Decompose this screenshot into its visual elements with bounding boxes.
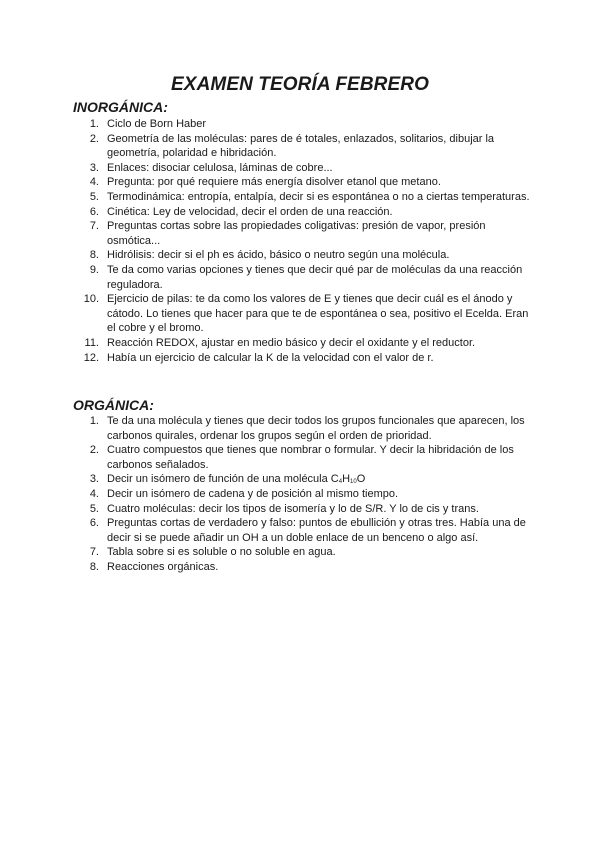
organica-list xyxy=(73,414,533,575)
item-text: Termodinámica: entropía, entalpía, decir si es espontánea o no a ciertas temperaturas. xyxy=(107,190,530,203)
list-item xyxy=(73,205,533,220)
section-heading-organica: ORGÁNICA: xyxy=(73,397,154,413)
item-text: Preguntas cortas sobre las propiedades coligativas: presión de vapor, presión osmótica... xyxy=(107,220,486,247)
formula-o: O xyxy=(356,473,366,486)
item-number: 1. xyxy=(89,415,99,427)
item-text-formula xyxy=(107,472,533,487)
item-number: 12. xyxy=(83,351,99,364)
list-item xyxy=(73,161,533,176)
item-number: 3. xyxy=(89,473,99,486)
list-item xyxy=(73,117,533,132)
section-heading-inorganica: INORGÁNICA: xyxy=(73,99,168,115)
item-text: Decir un isómero de función de una molécula C xyxy=(107,473,339,486)
item-number: 8. xyxy=(89,249,99,262)
item-number: 4. xyxy=(89,487,99,500)
list-item xyxy=(73,516,533,545)
item-number: 2. xyxy=(89,444,99,457)
formula-subscript-h: 10 xyxy=(350,479,357,486)
page-title: EXAMEN TEORÍA FEBRERO xyxy=(171,74,429,95)
item-number: 11. xyxy=(84,336,99,349)
item-number: 1. xyxy=(89,118,99,130)
item-text: Te da una molécula y tienes que decir todos los grupos funcionales que aparecen, los carbonos quirales, ordenar los grupos según el orden de prioridad. xyxy=(107,415,525,442)
list-item xyxy=(73,132,533,161)
item-text: Pregunta: por qué requiere más energía disolver etanol que metano. xyxy=(107,176,441,189)
item-number: 4. xyxy=(89,176,99,189)
item-text: Hidrólisis: decir si el ph es ácido, básico o neutro según una molécula. xyxy=(107,249,450,262)
list-item xyxy=(73,219,533,248)
item-number: 5. xyxy=(89,190,99,203)
list-item xyxy=(73,190,533,205)
item-text: Preguntas cortas de verdadero y falso: puntos de ebullición y otras tres. Había una de decir si se puede añadir un OH a un doble enlace de un benceno o algo así. xyxy=(107,517,526,544)
item-number: 9. xyxy=(89,263,99,276)
item-text: Ciclo de Born Haber xyxy=(107,118,207,130)
item-text: Cuatro moléculas: decir los tipos de isomería y lo de S/R. Y lo de cis y trans. xyxy=(107,502,479,515)
list-item xyxy=(73,560,533,575)
list-item xyxy=(73,248,533,263)
list-item xyxy=(73,336,533,351)
item-text: Te da como varias opciones y tienes que decir qué par de moléculas da una reacción reguladora. xyxy=(107,263,523,291)
item-number: 7. xyxy=(89,546,99,559)
item-text: Geometría de las moléculas: pares de é totales, enlazados, solitarios, dibujar la geometría, polaridad e hibridación. xyxy=(107,132,495,160)
formula-h: H xyxy=(342,473,351,486)
item-text: Decir un isómero de cadena y de posición al mismo tiempo. xyxy=(107,487,399,500)
list-item xyxy=(73,502,533,517)
list-item xyxy=(73,545,533,560)
inorganica-list xyxy=(73,117,533,365)
item-number: 8. xyxy=(89,560,99,573)
item-number: 6. xyxy=(89,205,99,218)
formula-subscript-c: 4 xyxy=(338,479,343,486)
list-item xyxy=(73,443,533,472)
list-item xyxy=(73,414,533,443)
item-text: Ejercicio de pilas: te da como los valores de E y tienes que decir cuál es el ánodo y cátodo. Lo tienes que hacer para que te de espontánea o sea, positivo el Ecelda. Eran el cobre y el bromo. xyxy=(107,293,529,335)
item-number: 3. xyxy=(89,161,99,174)
item-text: Cuatro compuestos que tienes que nombrar o formular. Y decir la hibridación de los carbonos señalados. xyxy=(107,444,514,471)
item-text: Enlaces: disociar celulosa, láminas de cobre... xyxy=(107,161,333,174)
item-number: 5. xyxy=(89,502,99,515)
item-text: Tabla sobre si es soluble o no soluble en agua. xyxy=(107,546,336,559)
list-item xyxy=(73,472,533,487)
list-item xyxy=(73,175,533,190)
item-text: Reacción REDOX, ajustar en medio básico y decir el oxidante y el reductor. xyxy=(107,336,476,349)
list-item xyxy=(73,487,533,502)
item-text: Reacciones orgánicas. xyxy=(107,560,219,573)
item-text: Cinética: Ley de velocidad, decir el orden de una reacción. xyxy=(107,205,393,218)
item-text: Había un ejercicio de calcular la K de la velocidad con el valor de r. xyxy=(107,351,434,364)
list-item xyxy=(73,263,533,292)
item-number: 2. xyxy=(89,132,99,145)
item-number: 10. xyxy=(83,293,99,306)
item-number: 6. xyxy=(89,517,99,530)
list-item xyxy=(73,351,533,366)
list-item xyxy=(73,292,533,336)
item-number: 7. xyxy=(89,220,99,233)
